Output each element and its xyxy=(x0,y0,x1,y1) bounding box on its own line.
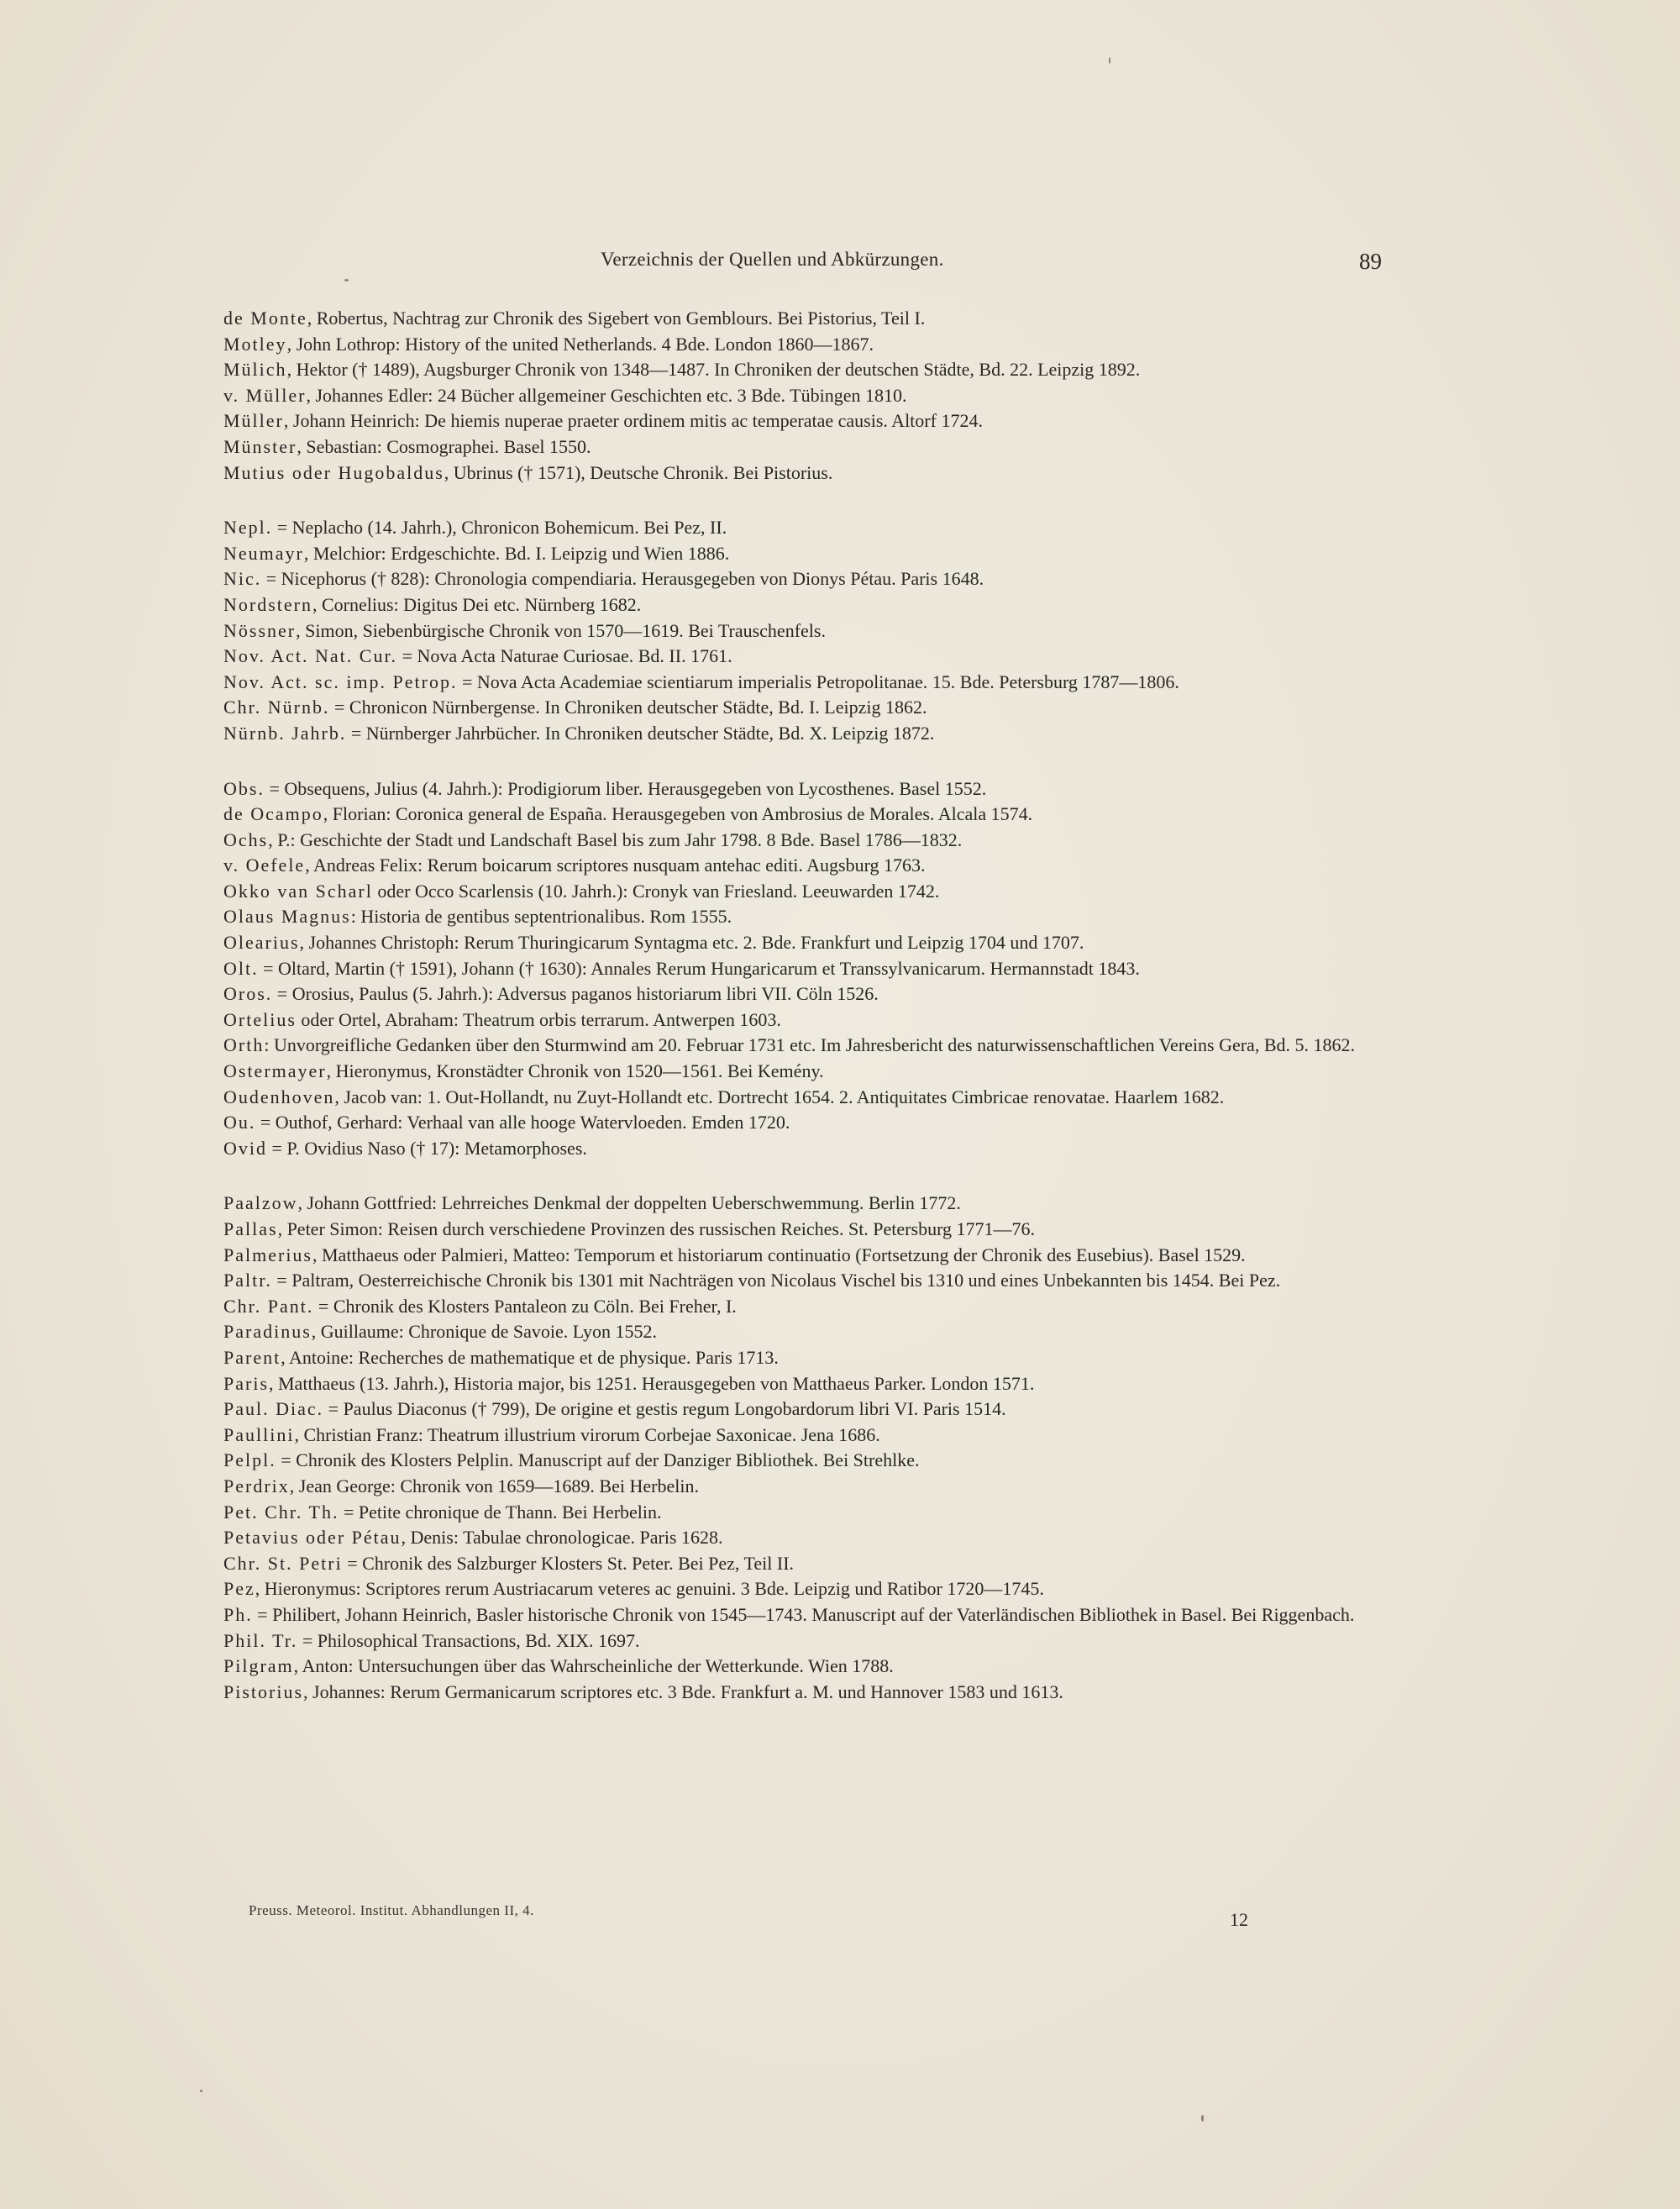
entry-key: Münster xyxy=(223,435,297,457)
entry-key: Paris xyxy=(223,1372,269,1394)
entry-text: = P. Ovidius Naso († 17): Metamorphoses. xyxy=(267,1137,587,1159)
bibliography-entry xyxy=(223,1007,1383,1033)
entry-key: Pistorius xyxy=(223,1680,304,1702)
bibliography-entry xyxy=(223,802,1383,828)
entry-key: Nordstern xyxy=(223,593,312,615)
bibliography-entry xyxy=(223,541,1383,567)
entry-text: , Johannes Christoph: Rerum Thuringicarum Syntagma etc. 2. Bde. Frankfurt und Leipzig 1704 und 1707. xyxy=(299,932,1084,954)
entry-text: , Andreas Felix: Rerum boicarum scriptores nusquam antehac editi. Augsburg 1763. xyxy=(305,855,926,876)
bibliography-entry xyxy=(223,776,1383,802)
bibliography-entry xyxy=(223,434,1383,460)
bibliography-entry xyxy=(223,1576,1383,1602)
entry-key: Parent xyxy=(223,1346,281,1368)
entry-text: = Chronicon Nürnbergense. In Chroniken deutscher Städte, Bd. I. Leipzig 1862. xyxy=(329,697,927,718)
bibliography-entry xyxy=(223,592,1383,618)
bibliography-entry xyxy=(223,930,1383,956)
entry-text: = Philosophical Transactions, Bd. XIX. 1697. xyxy=(297,1629,640,1651)
entry-key: Pilgram xyxy=(223,1655,294,1677)
entry-text: = Paulus Diaconus († 799), De origine et gestis regum Longobardorum libri VI. Paris 1514. xyxy=(323,1398,1006,1420)
entry-text: , Jacob van: 1. Out-Hollandt, nu Zuyt-Hollandt etc. Dortrecht 1654. 2. Antiquitates Cimbricae renovatae. Haarlem 1682. xyxy=(334,1086,1225,1107)
entry-key: Ou. xyxy=(223,1112,256,1133)
bibliography-entry xyxy=(223,515,1383,541)
entry-text: = Oltard, Martin († 1591), Johann († 1630): Annales Rerum Hungaricarum et Transsylvanicarum. Hermannstadt 1843. xyxy=(258,957,1140,979)
entry-text: oder Ortel, Abraham: Theatrum orbis terrarum. Antwerpen 1603. xyxy=(296,1008,781,1030)
entry-text: , Matthaeus (13. Jahrh.), Historia major, bis 1251. Herausgegeben von Matthaeus Parker. London 1571. xyxy=(269,1372,1035,1394)
letter-group-n xyxy=(223,515,1383,746)
entry-text: : Historia de gentibus septentrionalibus. Rom 1555. xyxy=(350,906,732,928)
bibliography-entry xyxy=(223,618,1383,644)
entry-key: Pet. Chr. Th. xyxy=(223,1501,339,1523)
bibliography-entry xyxy=(223,1474,1383,1500)
entry-text: , Sebastian: Cosmographei. Basel 1550. xyxy=(297,435,591,457)
bibliography-entry xyxy=(223,695,1383,721)
paper-speck xyxy=(200,2090,202,2092)
entry-key: Pez xyxy=(223,1578,255,1600)
page-number: 89 xyxy=(1359,249,1382,274)
entry-key: Paltr. xyxy=(223,1270,272,1291)
entry-key: Paullini xyxy=(223,1423,295,1445)
entry-text: , Guillaume: Chronique de Savoie. Lyon 1552. xyxy=(311,1321,657,1343)
entry-key: Nössner xyxy=(223,619,297,641)
entry-key: Müller xyxy=(223,410,284,432)
bibliography-entry xyxy=(223,1680,1383,1706)
entry-text: = Nicephorus († 828): Chronologia compendiaria. Herausgegeben von Dionys Pétau. Paris 1648. xyxy=(261,568,984,590)
bibliography-entry xyxy=(223,357,1383,383)
entry-text: = Chronik des Klosters Pantaleon zu Cöln. Bei Freher, I. xyxy=(313,1295,737,1317)
bibliography-entry xyxy=(223,1110,1383,1136)
bibliography-entry xyxy=(223,332,1383,358)
bibliography-entry xyxy=(223,1396,1383,1423)
entry-text: , Robertus, Nachtrag zur Chronik des Sigebert von Gemblours. Bei Pistorius, Teil I. xyxy=(307,308,926,329)
entry-key: Paradinus xyxy=(223,1321,312,1343)
bibliography-entry xyxy=(223,1033,1383,1059)
entry-text: = Philibert, Johann Heinrich, Basler historische Chronik von 1545—1743. Manuscript auf der Vaterländischen Bibliothek in Basel. Bei Riggenbach. xyxy=(252,1603,1355,1625)
entry-key: Mülich xyxy=(223,359,287,381)
entry-key: Paul. Diac. xyxy=(223,1398,324,1420)
entry-text: , Johann Heinrich: De hiemis nuperae praeter ordinem mitis ac temperatae causis. Altorf 1724. xyxy=(283,410,983,432)
entry-key: Oros. xyxy=(223,983,273,1005)
entry-text: = Nürnberger Jahrbücher. In Chroniken deutscher Städte, Bd. X. Leipzig 1872. xyxy=(346,722,935,744)
bibliography-entry xyxy=(223,306,1383,332)
entry-text: = Paltram, Oesterreichische Chronik bis 1301 mit Nachträgen von Nicolaus Vischel bis 1310 und eines Unbekannten bis 1454. Bei Pez. xyxy=(271,1270,1281,1291)
bibliography-entry xyxy=(223,1268,1383,1294)
entry-text: oder Occo Scarlensis (10. Jahrh.): Cronyk van Friesland. Leeuwarden 1742. xyxy=(372,880,940,902)
bibliography-entry xyxy=(223,828,1383,854)
entry-text: = Orosius, Paulus (5. Jahrh.): Adversus paganos historiarum libri VII. Cöln 1526. xyxy=(272,983,879,1005)
entry-text: , Florian: Coronica general de España. Herausgegeben von Ambrosius de Morales. Alcala 1574. xyxy=(323,803,1033,825)
entry-text: , Ubrinus († 1571), Deutsche Chronik. Bei Pistorius. xyxy=(444,461,833,483)
entry-text: , Denis: Tabulae chronologicae. Paris 1628. xyxy=(401,1527,723,1549)
entry-text: , Johannes: Rerum Germanicarum scriptores etc. 3 Bde. Frankfurt a. M. und Hannover 1583 und 1613. xyxy=(303,1680,1063,1702)
entry-key: Perdrix xyxy=(223,1475,290,1496)
bibliography-entry xyxy=(223,1525,1383,1551)
entry-key: Chr. Pant. xyxy=(223,1295,314,1317)
footer-signature: 12 xyxy=(1230,1909,1248,1930)
entry-key: de Monte xyxy=(223,308,307,329)
bibliography-entry xyxy=(223,853,1383,879)
header-title: Verzeichnis der Quellen und Abkürzungen. xyxy=(601,249,944,270)
bibliography-entry xyxy=(223,1191,1383,1217)
entry-key: Petavius oder Pétau xyxy=(223,1527,402,1549)
bibliography-entry xyxy=(223,566,1383,592)
entry-key: Olaus Magnus xyxy=(223,906,351,928)
entry-key: Olt. xyxy=(223,957,259,979)
letter-group-m xyxy=(223,306,1383,486)
entry-text: = Obsequens, Julius (4. Jahrh.): Prodigiorum liber. Herausgegeben von Lycosthenes. Basel 1552. xyxy=(264,777,987,799)
entry-text: , Melchior: Erdgeschichte. Bd. I. Leipzig und Wien 1886. xyxy=(303,542,730,564)
entry-text: , Johannes Edler: 24 Bücher allgemeiner Geschichten etc. 3 Bde. Tübingen 1810. xyxy=(306,384,907,406)
bibliography-entry xyxy=(223,1085,1383,1111)
bibliography-entry xyxy=(223,670,1383,696)
entry-text: = Neplacho (14. Jahrh.), Chronicon Bohemicum. Bei Pez, II. xyxy=(272,517,727,539)
paper-speck xyxy=(1109,57,1110,64)
entry-text: , Cornelius: Digitus Dei etc. Nürnberg 1682. xyxy=(312,593,642,615)
entry-key: Ph. xyxy=(223,1603,253,1625)
bibliography-entry xyxy=(223,460,1383,487)
footer-publisher: Preuss. Meteorol. Institut. Abhandlungen II, 4. xyxy=(249,1902,534,1918)
bibliography-entry xyxy=(223,644,1383,670)
bibliography-entry xyxy=(223,1500,1383,1526)
entry-key: Ortelius xyxy=(223,1008,297,1030)
bibliography-entry xyxy=(223,408,1383,434)
entry-text: = Chronik des Klosters Pelplin. Manuscript auf der Danziger Bibliothek. Bei Strehlke. xyxy=(276,1449,920,1471)
bibliography-entry xyxy=(223,1628,1383,1654)
entry-key: Nürnb. Jahrb. xyxy=(223,722,347,744)
bibliography-entry xyxy=(223,1319,1383,1345)
entry-key: Ochs xyxy=(223,828,269,850)
entry-key: Mutius oder Hugobaldus xyxy=(223,461,444,483)
entry-text: = Nova Acta Academiae scientiarum imperialis Petropolitanae. 15. Bde. Petersburg 1787—1806. xyxy=(457,671,1179,692)
entry-text: , Simon, Siebenbürgische Chronik von 1570—1619. Bei Trauschenfels. xyxy=(296,619,826,641)
bibliography-entry xyxy=(223,904,1383,930)
entry-text: , Jean George: Chronik von 1659—1689. Bei Herbelin. xyxy=(289,1475,699,1496)
bibliography-entry xyxy=(223,1243,1383,1269)
bibliography-entry xyxy=(223,721,1383,747)
bibliography-entry xyxy=(223,1345,1383,1371)
entry-text: = Nova Acta Naturae Curiosae. Bd. II. 1761. xyxy=(397,645,732,667)
entry-text: : Unvorgreifliche Gedanken über den Sturmwind am 20. Februar 1731 etc. Im Jahresbericht des naturwissenschaftlichen Vereins Gera, Bd. 5. 1862. xyxy=(264,1034,1355,1056)
bibliography-entry xyxy=(223,879,1383,905)
entry-key: Pelpl. xyxy=(223,1449,276,1471)
bibliography-list xyxy=(223,306,1383,1734)
entry-text: , Anton: Untersuchungen über das Wahrscheinliche der Wetterkunde. Wien 1788. xyxy=(293,1655,894,1677)
bibliography-entry xyxy=(223,1654,1383,1680)
entry-key: Olearius xyxy=(223,932,300,954)
entry-key: Neumayr xyxy=(223,542,304,564)
entry-key: Paalzow xyxy=(223,1192,298,1214)
entry-key: Pallas xyxy=(223,1218,278,1239)
entry-key: Obs. xyxy=(223,777,265,799)
entry-text: = Petite chronique de Thann. Bei Herbelin. xyxy=(339,1501,662,1523)
entry-key: Nov. Act. sc. imp. Petrop. xyxy=(223,671,458,692)
bibliography-entry xyxy=(223,1551,1383,1577)
bibliography-entry xyxy=(223,1059,1383,1085)
entry-key: Orth xyxy=(223,1034,265,1056)
bibliography-entry xyxy=(223,956,1383,982)
entry-key: Nepl. xyxy=(223,517,273,539)
entry-key: Phil. Tr. xyxy=(223,1629,298,1651)
entry-key: Okko van Scharl xyxy=(223,880,373,902)
entry-key: Chr. Nürnb. xyxy=(223,697,330,718)
bibliography-entry xyxy=(223,383,1383,409)
entry-text: , Matthaeus oder Palmieri, Matteo: Temporum et historiarum continuatio (Fortsetzung der Chronik des Eusebius). Basel 1529. xyxy=(312,1244,1246,1265)
entry-key: Palmerius xyxy=(223,1244,312,1265)
entry-text: , Hieronymus, Kronstädter Chronik von 1520—1561. Bei Kemény. xyxy=(326,1060,824,1082)
letter-group-o xyxy=(223,776,1383,1162)
bibliography-entry xyxy=(223,1371,1383,1397)
entry-key: v. Oefele xyxy=(223,855,306,876)
entry-key: Ostermayer xyxy=(223,1060,327,1082)
entry-text: , Hieronymus: Scriptores rerum Austriacarum veteres ac genuini. 3 Bde. Leipzig und Ratibor 1720—1745. xyxy=(255,1578,1044,1600)
bibliography-entry xyxy=(223,1423,1383,1449)
entry-text: , Hektor († 1489), Augsburger Chronik von 1348—1487. In Chroniken der deutschen Städte, Bd. 22. Leipzig 1892. xyxy=(286,359,1141,381)
entry-text: , Peter Simon: Reisen durch verschiedene Provinzen des russischen Reiches. St. Petersburg 1771—76. xyxy=(277,1218,1035,1239)
entry-text: , Johann Gottfried: Lehrreiches Denkmal der doppelten Ueberschwemmung. Berlin 1772. xyxy=(297,1192,961,1214)
letter-group-p xyxy=(223,1191,1383,1705)
entry-key: de Ocampo xyxy=(223,803,323,825)
entry-text: , P.: Geschichte der Stadt und Landschaft Basel bis zum Jahr 1798. 8 Bde. Basel 1786—1832. xyxy=(268,828,963,850)
paper-speck xyxy=(344,279,349,281)
entry-text: , Antoine: Recherches de mathematique et de physique. Paris 1713. xyxy=(281,1346,779,1368)
entry-text: = Chronik des Salzburger Klosters St. Peter. Bei Pez, Teil II. xyxy=(342,1552,795,1574)
entry-key: Motley xyxy=(223,333,287,355)
entry-text: , Christian Franz: Theatrum illustrium virorum Corbejae Saxonicae. Jena 1686. xyxy=(294,1423,880,1445)
entry-key: Chr. St. Petri xyxy=(223,1552,343,1574)
entry-text: = Outhof, Gerhard: Verhaal van alle hooge Watervloeden. Emden 1720. xyxy=(255,1112,790,1133)
paper-speck xyxy=(1201,2115,1204,2122)
entry-key: v. Müller xyxy=(223,384,307,406)
bibliography-entry xyxy=(223,1136,1383,1162)
entry-key: Ovid xyxy=(223,1137,267,1159)
bibliography-entry xyxy=(223,981,1383,1007)
entry-text: , John Lothrop: History of the united Netherlands. 4 Bde. London 1860—1867. xyxy=(286,333,874,355)
entry-key: Oudenhoven xyxy=(223,1086,335,1107)
bibliography-entry xyxy=(223,1294,1383,1320)
bibliography-entry xyxy=(223,1602,1383,1628)
bibliography-entry xyxy=(223,1448,1383,1474)
bibliography-entry xyxy=(223,1217,1383,1243)
entry-key: Nov. Act. Nat. Cur. xyxy=(223,645,398,667)
entry-key: Nic. xyxy=(223,568,262,590)
running-header xyxy=(223,249,1382,279)
